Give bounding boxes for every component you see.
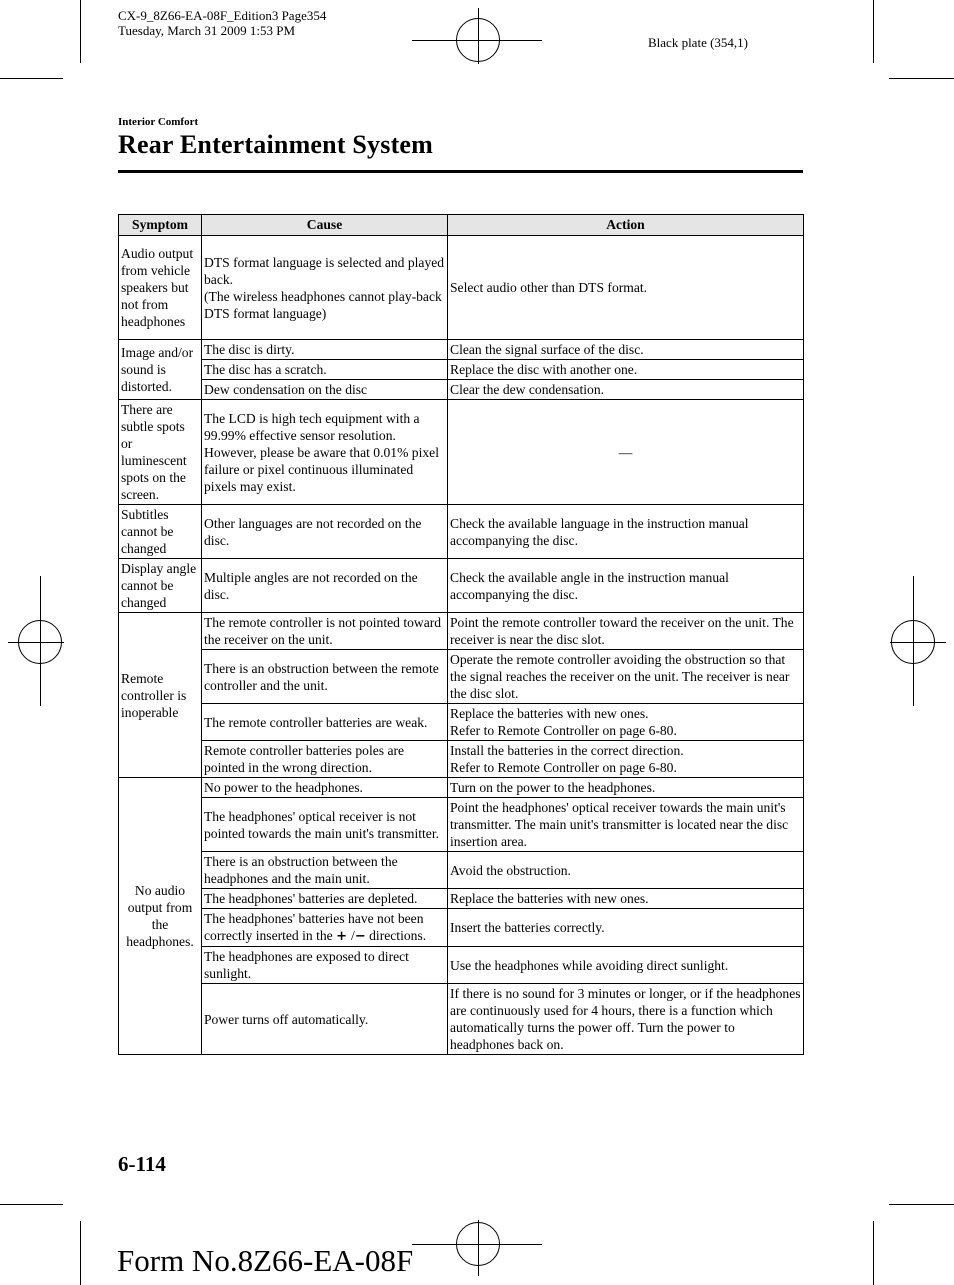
table-row (119, 741, 804, 778)
cause-text-end: directions. (369, 928, 427, 943)
action-cell: Insert the batteries correctly. (448, 909, 804, 947)
action-cell: Point the remote controller toward the receiver on the unit. The receiver is near the disc slot. (448, 613, 804, 650)
cause-cell: Remote controller batteries poles are pointed in the wrong direction. (202, 741, 448, 778)
print-job-line-1: CX-9_8Z66-EA-08F_Edition3 Page354 (118, 8, 327, 23)
cause-cell: There is an obstruction between the headphones and the main unit. (202, 852, 448, 889)
cause-text: The headphones' batteries have not been correctly inserted in the (204, 911, 424, 943)
table-row (119, 380, 804, 400)
cause-cell (202, 909, 448, 947)
cause-cell: Multiple angles are not recorded on the disc. (202, 559, 448, 613)
cause-cell: The LCD is high tech equipment with a 99.99% effective sensor resolution. However, please be aware that 0.01% pixel failure or pixel continuous illuminated pixels may exist. (202, 400, 448, 505)
table-row (119, 400, 804, 505)
title-rule (118, 170, 803, 173)
cause-cell: The disc is dirty. (202, 340, 448, 360)
cause-cell: No power to the headphones. (202, 778, 448, 798)
table-row (119, 889, 804, 909)
action-cell: If there is no sound for 3 minutes or longer, or if the headphones are continuously used for 4 hours, there is a function which automatically turns the power off. Turn the power to headphones back on. (448, 984, 804, 1055)
symptom-cell: Audio output from vehicle speakers but not from headphones (119, 236, 202, 340)
cause-cell: Dew condensation on the disc (202, 380, 448, 400)
action-cell: Check the available language in the instruction manual accompanying the disc. (448, 505, 804, 559)
table-row (119, 340, 804, 360)
table-row (119, 778, 804, 798)
cause-text: DTS format language is selected and played back. (The wireless headphones cannot play-back DTS format language) (204, 254, 445, 321)
action-cell: Clear the dew condensation. (448, 380, 804, 400)
cause-cell: Other languages are not recorded on the disc. (202, 505, 448, 559)
table-row (119, 947, 804, 984)
cause-cell: The headphones' batteries are depleted. (202, 889, 448, 909)
table-row (119, 360, 804, 380)
action-text: Install the batteries in the correct direction. Refer to Remote Controller on page 6-80. (450, 743, 684, 775)
cause-cell: There is an obstruction between the remote controller and the unit. (202, 650, 448, 704)
section-label: Interior Comfort (118, 116, 199, 128)
action-cell: Operate the remote controller avoiding the obstruction so that the signal reaches the receiver on the unit. The receiver is near the disc slot. (448, 650, 804, 704)
action-cell: Select audio other than DTS format. (448, 236, 804, 340)
action-cell: Use the headphones while avoiding direct sunlight. (448, 947, 804, 984)
troubleshooting-table (118, 214, 804, 1055)
symptom-cell: Remote controller is inoperable (119, 613, 202, 778)
cause-cell: The remote controller batteries are weak. (202, 704, 448, 741)
cause-cell: The remote controller is not pointed toward the receiver on the unit. (202, 613, 448, 650)
minus-icon: − (354, 929, 366, 944)
black-plate-label: Black plate (354,1) (648, 35, 748, 50)
page-number: 6-114 (118, 1152, 166, 1176)
plus-icon: + (336, 929, 348, 944)
symptom-cell: No audio output from the headphones. (119, 778, 202, 1055)
symptom-cell: Image and/or sound is distorted. (119, 340, 202, 400)
action-cell: Point the headphones' optical receiver towards the main unit's transmitter. The main unit's transmitter is located near the disc insertion area. (448, 798, 804, 852)
symptom-cell: Subtitles cannot be changed (119, 505, 202, 559)
header-cause: Cause (202, 215, 448, 236)
action-cell: Check the available angle in the instruction manual accompanying the disc. (448, 559, 804, 613)
symptom-cell: There are subtle spots or luminescent spots on the screen. (119, 400, 202, 505)
table-row (119, 650, 804, 704)
header-symptom: Symptom (119, 215, 202, 236)
action-cell: Replace the disc with another one. (448, 360, 804, 380)
action-cell (448, 704, 804, 741)
action-cell: Turn on the power to the headphones. (448, 778, 804, 798)
table-row (119, 984, 804, 1055)
header-action: Action (448, 215, 804, 236)
cause-cell: The headphones' optical receiver is not pointed towards the main unit's transmitter. (202, 798, 448, 852)
table-row (119, 505, 804, 559)
form-number: Form No.8Z66-EA-08F (117, 1243, 414, 1278)
table-row (119, 236, 804, 340)
slash-separator: / (351, 928, 355, 943)
table-row (119, 704, 804, 741)
action-cell (448, 741, 804, 778)
print-job-line-2: Tuesday, March 31 2009 1:53 PM (118, 23, 296, 38)
action-cell: Avoid the obstruction. (448, 852, 804, 889)
table-row (119, 852, 804, 889)
cause-cell: The disc has a scratch. (202, 360, 448, 380)
symptom-cell: Display angle cannot be changed (119, 559, 202, 613)
table-row (119, 559, 804, 613)
table-row (119, 613, 804, 650)
cause-cell: The headphones are exposed to direct sunlight. (202, 947, 448, 984)
action-cell: — (448, 400, 804, 505)
page-title: Rear Entertainment System (118, 130, 434, 159)
cause-cell: Power turns off automatically. (202, 984, 448, 1055)
cause-cell (202, 236, 448, 340)
action-cell: Replace the batteries with new ones. (448, 889, 804, 909)
print-job-info (118, 8, 326, 38)
action-cell: Clean the signal surface of the disc. (448, 340, 804, 360)
table-row (119, 909, 804, 947)
table-header-row (119, 215, 804, 236)
action-text: Replace the batteries with new ones. Refer to Remote Controller on page 6-80. (450, 706, 677, 738)
table-row (119, 798, 804, 852)
